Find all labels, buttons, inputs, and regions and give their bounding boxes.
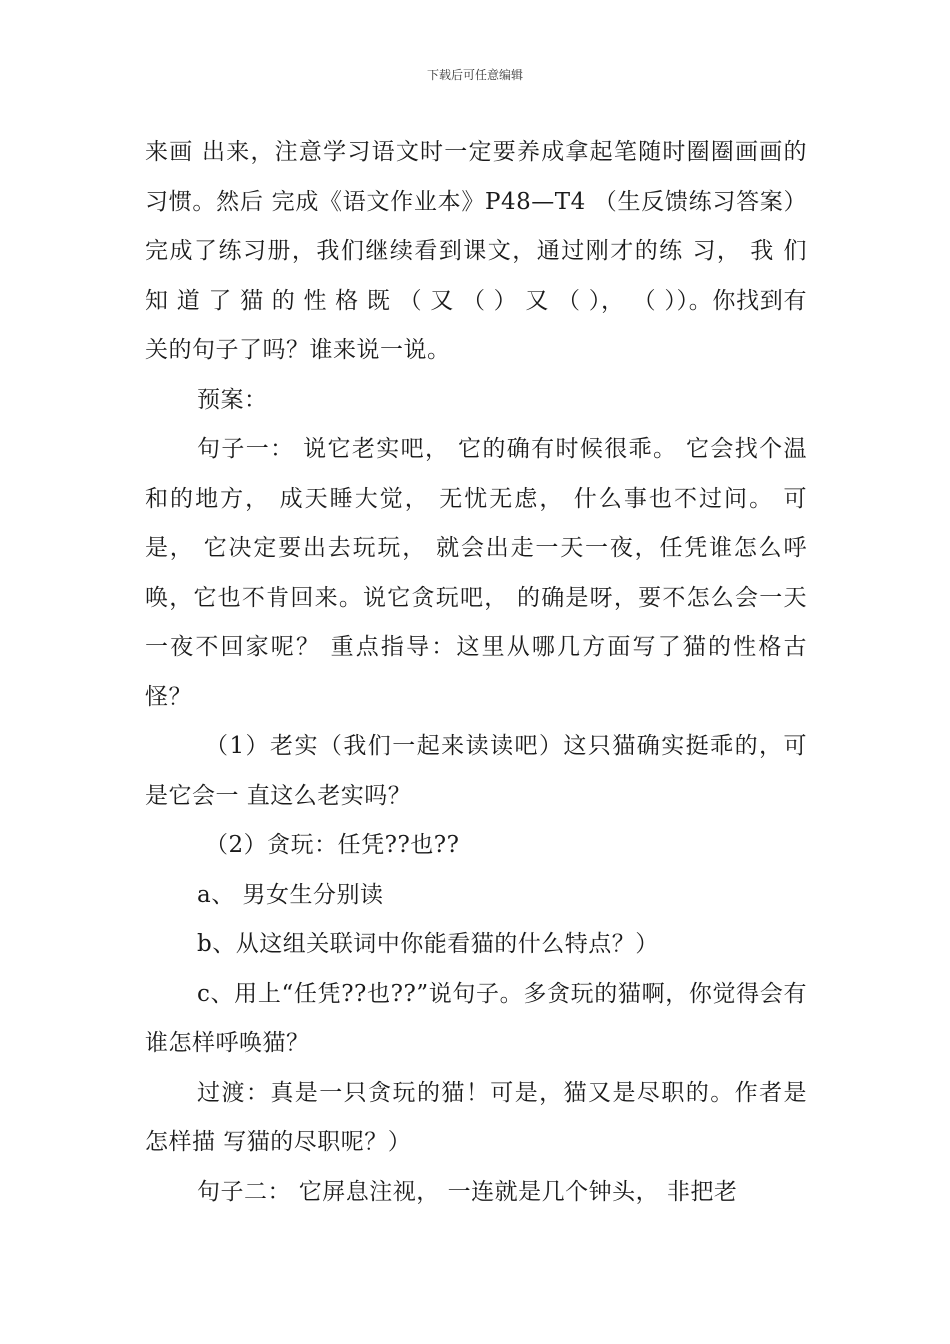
paragraph-item-c: c、用上“任凭??也??”说句子。多贪玩的猫啊，你觉得会有 谁怎样呼唤猫？ — [145, 980, 807, 1056]
paragraph-sentence-two: 句子二： 它屏息注视， 一连就是几个钟头， 非把老 — [197, 1178, 738, 1205]
paragraph-item-b: b、从这组关联词中你能看猫的什么特点？） — [197, 931, 659, 957]
document-body — [145, 128, 807, 1217]
paragraph-point-2: （2）贪玩：任凭??也?? — [205, 832, 460, 858]
paragraph-item-a: a、 男女生分别读 — [197, 881, 384, 908]
paragraph-sentence-one: 句子一： 说它老实吧， 它的确有时候很乖。 它会找个温和的地方， 成天睡大觉， 无忧无虑， 什么事也不过问。 可是， 它决定要出去玩玩， 就会出走一天一夜，任凭谁怎么呼唤，它也不肯回来。说它贪玩吧， 的确是呀，要不怎么会一天一夜不回家呢？ 重点指导：这里从哪几方面写了猫的性格古怪？ — [145, 436, 807, 710]
paragraph-transition: 过渡：真是一只贪玩的猫！可是，猫又是尽职的。作者是怎样描 写猫的尽职呢？） — [145, 1079, 807, 1155]
paragraph-point-1: （1）老实（我们一起来读读吧）这只猫确实挺乖的，可是它会一 直这么老实吗？ — [145, 733, 807, 809]
page-header: 下载后可任意编辑 — [426, 68, 523, 82]
paragraph-plan-label: 预案： — [197, 386, 268, 413]
paragraph-intro: 来画 出来，注意学习语文时一定要养成拿起笔随时圈圈画画的习惯。然后 完成《语文作业本》P48—T4 （生反馈练习答案）完成了练习册，我们继续看到课文，通过刚才的练 习， 我 们 知 道 了 猫 的 性 格 既 （ 又 （ ） 又 （ ）， （ ））。你找到有关的句子了吗？谁来说一说。 — [145, 139, 807, 363]
